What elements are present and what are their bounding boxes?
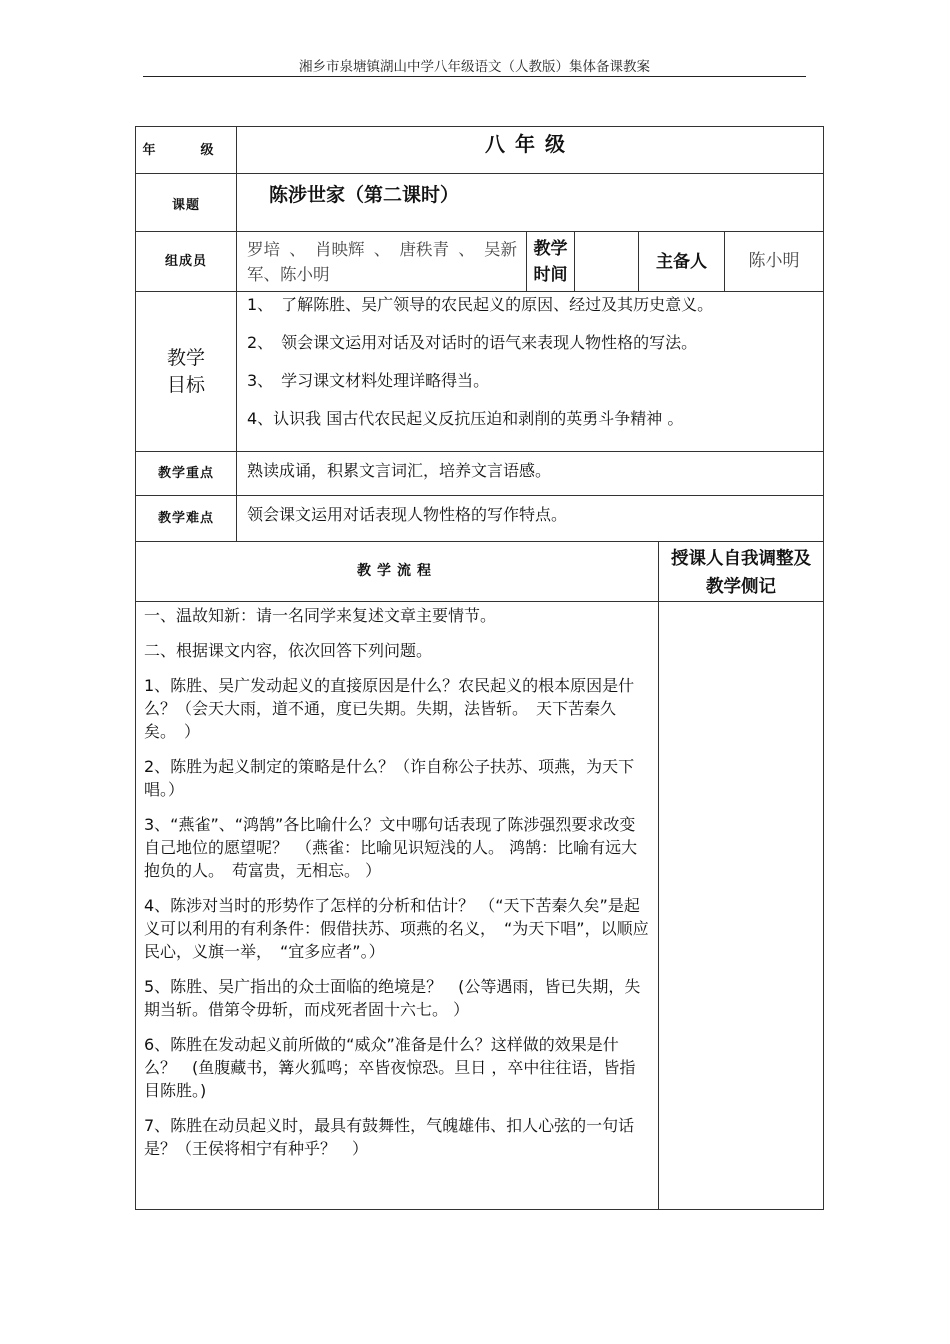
flow-paragraph: 7、陈胜在动员起义时，最具有鼓舞性，气魄雄伟、扣人心弦的一句话是？（王侯将相宁有种乎？ ）	[144, 1116, 635, 1158]
goal-item: 3、 学习课文材料处理详略得当。	[247, 371, 490, 390]
lesson-plan-table	[135, 126, 824, 1210]
lesson-label: 课题	[136, 174, 237, 232]
teaching-time-value	[575, 232, 639, 292]
flow-paragraph: 3、“燕雀”、“鸿鹄”各比喻什么？文中哪句话表现了陈涉强烈要求改变自己地位的愿望呢？ （燕雀：比喻见识短浅的人。 鸿鹄：比喻有远大抱负的人。 苟富贵，无相忘。 ）	[144, 815, 638, 880]
goal-item: 1、 了解陈胜、吴广领导的农民起义的原因、经过及其历史意义。	[247, 295, 714, 314]
flow-header-row	[136, 542, 824, 602]
self-adjustment-notes	[659, 602, 824, 1210]
goal-item: 4、认识我 国古代农民起义反抗压迫和剥削的英勇斗争精神 。	[247, 409, 684, 428]
flow-label: 教学流程	[136, 542, 659, 602]
members-row	[136, 232, 824, 292]
lesson-title: 陈涉世家（第二课时）	[237, 174, 824, 232]
key-point-label: 教学重点	[136, 452, 237, 496]
members-label: 组成员	[136, 232, 237, 292]
header-divider	[143, 76, 806, 77]
goal-item: 2、 领会课文运用对话及对话时的语气来表现人物性格的写法。	[247, 333, 698, 352]
grade-row	[136, 127, 824, 174]
difficulty-value: 领会课文运用对话表现人物性格的写作特点。	[237, 496, 824, 542]
flow-content	[136, 602, 659, 1210]
flow-paragraph: 5、陈胜、吴广指出的众士面临的绝境是？ (公等遇雨，皆已失期，失期当斩。借第令毋斩，而戍死者固十六七。 ）	[144, 977, 641, 1019]
teaching-time-label: 教学时间	[527, 232, 575, 292]
flow-paragraph: 二、根据课文内容，依次回答下列问题。	[144, 641, 433, 660]
preparer-label: 主备人	[639, 232, 725, 292]
flow-body-row	[136, 602, 824, 1210]
document-header: 湘乡市泉塘镇湖山中学八年级语文（人教版）集体备课教案	[299, 59, 650, 75]
flow-paragraph: 一、温故知新：请一名同学来复述文章主要情节。	[144, 606, 497, 625]
goals-list	[237, 292, 824, 452]
self-adjustment-label: 授课人自我调整及教学侧记	[659, 542, 824, 602]
difficulty-label: 教学难点	[136, 496, 237, 542]
goals-row	[136, 292, 824, 452]
flow-paragraph: 2、陈胜为起义制定的策略是什么？（诈自称公子扶苏、项燕，为天下唱。）	[144, 757, 635, 799]
flow-paragraph: 6、陈胜在发动起义前所做的“威众”准备是什么？这样做的效果是什么？ (鱼腹藏书，篝火狐鸣；卒皆夜惊恐。旦日 ，卒中往往语，皆指目陈胜。)	[144, 1035, 636, 1100]
flow-paragraph: 4、陈涉对当时的形势作了怎样的分析和估计？ （“天下苦秦久矣”是起义可以利用的有利条件：假借扶苏、项燕的名义， “为天下唱”，以顺应民心，义旗一举， “宜多应者”。）	[144, 896, 649, 961]
preparer-value: 陈小明	[725, 232, 824, 292]
difficulty-row	[136, 496, 824, 542]
grade-label: 年 级	[136, 127, 237, 174]
key-point-row	[136, 452, 824, 496]
key-point-value: 熟读成诵，积累文言词汇，培养文言语感。	[237, 452, 824, 496]
lesson-row	[136, 174, 824, 232]
goals-label: 教学目标	[136, 292, 237, 452]
flow-paragraph: 1、陈胜、吴广发动起义的直接原因是什么？农民起义的根本原因是什么？（会天大雨，道不通，度已失期。失期，法皆斩。 天下苦秦久矣。 ）	[144, 676, 635, 741]
grade-value: 八年级	[237, 127, 824, 174]
members-value: 罗培 、 肖映辉 、 唐秩青 、 吴新军、陈小明	[237, 232, 527, 292]
